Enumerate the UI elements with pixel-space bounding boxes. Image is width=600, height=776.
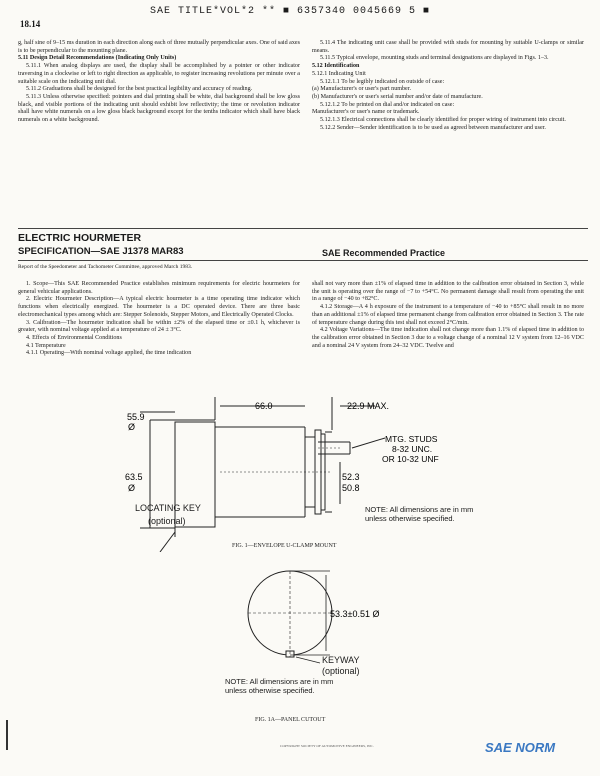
body-left-paragraph: 4.1 Temperature <box>26 342 66 349</box>
top-right-paragraph: 5.12.1.3 Electrical connections shall be clearly identified for proper wiring of instrument into circuit. <box>320 117 566 124</box>
fig1a-optional-label: (optional) <box>322 666 360 676</box>
title-rule <box>18 260 588 261</box>
body-left-column <box>18 281 300 358</box>
fig1-dim-max: 22.9 MAX. <box>347 401 390 411</box>
document-title: ELECTRIC HOURMETER <box>18 232 142 244</box>
fig1-note: NOTE: All dimensions are in mm unless otherwise specified. <box>365 505 474 523</box>
fig1-dim-55: 55.9 <box>127 412 145 422</box>
top-left-paragraph: 5.11.1 When analog displays are used, the display shall be accomplished by a pointer or other indicator traversing in a clockwise or left to right direction as applicable, to register increasing revolutions per minute over a suitable scale on the indicating unit dial. <box>18 63 300 85</box>
fig1-optional-label: (optional) <box>148 516 186 526</box>
committee-report: Report of the Speedometer and Tachometer Committee, approved March 1983. <box>18 264 193 270</box>
fig1-caption: FIG. 1—ENVELOPE U-CLAMP MOUNT <box>232 543 337 549</box>
fig1-drawing <box>120 392 590 552</box>
top-right-column <box>312 40 584 132</box>
body-left-paragraph: 3. Calibration—The hourmeter indication shall be within ±2% of the elapsed time or ±0.1 h, whichever is greater, with nominal voltage applied at a temperature of 24 ± 3°C. <box>18 319 300 334</box>
top-right-paragraph: 5.12 Identification <box>312 63 360 70</box>
top-left-column <box>18 40 300 125</box>
top-left-paragraph: 5.11.3 Unless otherwise specified: pointers and dial printing shall be white, dial background shall be low gloss black, and visible portions of the indicating unit should exhibit low reflectivity; the time or revolution indicator shall have white numerals on a low gloss black background except for the tenths indicator which shall have black numerals on a white background. <box>18 93 300 124</box>
fig1-stud-label-2: 8-32 UNC. <box>392 444 433 454</box>
body-left-paragraph: 4.1.1 Operating—With nominal voltage applied, the time indication <box>26 350 192 357</box>
top-right-paragraph: (a) Manufacturer's or user's part number. <box>312 86 411 93</box>
body-right-paragraph: shall not vary more than ±1% of elapsed time in addition to the calibration error obtained in Section 3, while the unit is operating over the range of −7 to +54°C. No permanent damage shall result from operating the unit in a range of −40 to +82°C. <box>312 281 584 303</box>
top-left-paragraph: 5.11 Design Detail Recommendations (Indicating Only Units) <box>18 55 177 62</box>
top-left-paragraph: 5.11.2 Graduations shall be designed for the best practical legibility and accuracy of reading. <box>26 86 253 93</box>
body-right-column <box>312 281 584 350</box>
body-left-paragraph: 4. Effects of Environmental Conditions <box>26 334 122 341</box>
fig1-dim-50: 50.8 <box>342 483 360 493</box>
top-right-paragraph: 5.12.1.1 To be legibly indicated on outside of case: <box>320 78 445 85</box>
body-left-paragraph: 2. Electric Hourmeter Description—A typical electric hourmeter is a time operating time indicator which functions when electrically energized. The hourmeter is a DC operated device. There are three basic electromechanical types among which are: Stepper Solenoids, Stepper Motors, and Electrically Operated Clocks. <box>18 296 300 318</box>
fig1-stud-label-1: MTG. STUDS <box>385 434 438 444</box>
catalog-banner: SAE TITLE*VOL*2 ** ■ 6357340 0045669 5 ■ <box>150 6 431 17</box>
fig1-dim-63: 63.5 <box>125 472 143 482</box>
document-subtitle: SPECIFICATION—SAE J1378 MAR83 <box>18 246 184 257</box>
recommended-practice-label: SAE Recommended Practice <box>322 248 446 258</box>
top-right-paragraph: 5.12.1 Indicating Unit <box>312 70 366 77</box>
top-right-paragraph: 5.11.5 Typical envelope, mounting studs and terminal designations are displayed in Figs. 1–3. <box>320 55 549 62</box>
fig1-locating-key-label: LOCATING KEY <box>135 503 201 513</box>
page-number: 18.14 <box>20 19 41 29</box>
scan-edge-mark <box>6 720 8 750</box>
sae-norm-logo: SAE NORM <box>485 740 556 755</box>
fig1a-caption: FIG. 1A—PANEL CUTOUT <box>255 717 326 723</box>
copyright-footer: COPYRIGHT SOCIETY OF AUTOMOTIVE ENGINEERS, INC. <box>280 744 374 748</box>
fig1a-keyway-label: KEYWAY <box>322 655 360 665</box>
body-left-paragraph: 1. Scope—This SAE Recommended Practice establishes minimum requirements for electric hourmeters for general vehicular applications. <box>18 281 300 295</box>
top-right-paragraph: 5.12.1.2 To be printed on dial and/or indicated on case: <box>320 101 455 108</box>
fig1a-note: NOTE: All dimensions are in mm unless otherwise specified. <box>225 677 334 695</box>
top-right-paragraph: 5.12.2 Sender—Sender identification is to be used as agreed between manufacturer and user. <box>320 124 546 131</box>
fig1-dia-symbol-1: Ø <box>128 422 136 432</box>
body-right-paragraph: 4.2 Voltage Variations—The time indication shall not change more than 1.1% of elapsed time in addition to the calibration error obtained in Section 3 due to a voltage change of a nominal 12 V system from 12–16 VDC and a nominal 24 V system from 24–32 VDC. Twelve and <box>312 327 584 349</box>
top-right-paragraph: Manufacturer's or user's name or trademark. <box>312 109 420 116</box>
section-rule <box>18 228 588 229</box>
fig1-dim-52: 52.3 <box>342 472 360 482</box>
fig1-dim-length: 66.0 <box>255 401 273 411</box>
top-right-paragraph: 5.11.4 The indicating unit case shall be provided with studs for mounting by suitable U-clamps or similar means. <box>312 40 584 54</box>
body-right-paragraph: 4.1.2 Storage—A 4 h exposure of the instrument to a temperature of −40 to +85°C shall result in no more than an additional ±1% of elapsed time permanent change from calibration error obtained in Section 3. The rate of temperature change during this test shall not exceed 2°C/min. <box>312 304 584 326</box>
fig1-dia-symbol-2: Ø <box>128 483 136 493</box>
top-left-paragraph: g, half sine of 9–15 ms duration in each direction along each of three mutually perpendicular axes. One of said axes is to be perpendicular to the mounting plane. <box>18 40 300 54</box>
fig1-stud-label-3: OR 10-32 UNF <box>382 454 439 464</box>
fig1a-dim: 53.3±0.51 Ø <box>330 609 380 619</box>
top-right-paragraph: (b) Manufacturer's or user's serial number and/or date of manufacture. <box>312 93 483 100</box>
